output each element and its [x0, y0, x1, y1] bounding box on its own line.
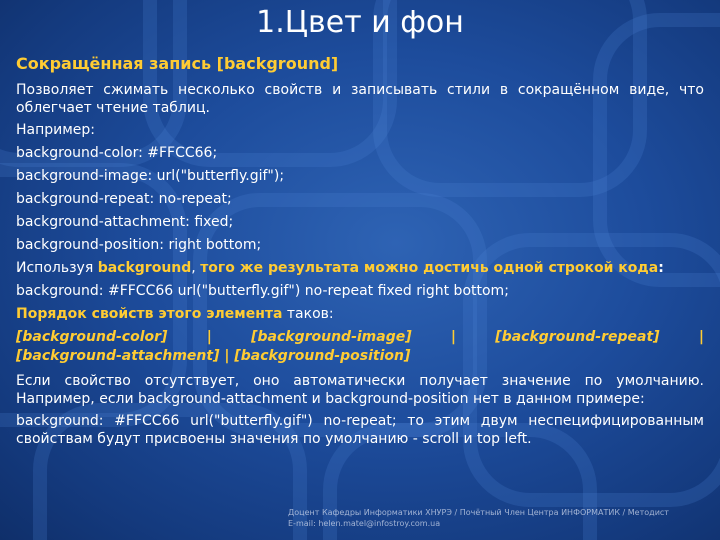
intro-paragraph: Позволяет сжимать несколько свойств и записывать стили в сокращённом виде, что облегчает чтение таблиц.	[16, 82, 704, 116]
syntax-token: [background-image]	[251, 329, 412, 345]
slide-title: 1.Цвет и фон	[256, 5, 464, 40]
example-line: background-color: #FFCC66;	[16, 145, 218, 161]
footer-line: Доцент Кафедры Информатики ХНУРЭ / Почётный Член Центра ИНФОРМАТИК / Методист	[288, 508, 669, 517]
order-bold: Порядок свойств этого элемента	[16, 306, 283, 322]
syntax-separator: |	[698, 329, 704, 345]
example-label: Например:	[16, 122, 96, 138]
using-comma: ,	[191, 260, 201, 276]
example-line: background-position: right bottom;	[16, 237, 262, 253]
footer-credits	[288, 507, 708, 529]
using-colon: :	[658, 260, 664, 276]
using-keyword: background	[97, 260, 192, 276]
syntax-separator: |	[450, 329, 457, 345]
footer-email: E-mail: helen.matel@infostroy.com.ua	[288, 519, 441, 528]
syntax-row	[16, 328, 704, 347]
shorthand-line: background: #FFCC66 url("butterfly.gif") no-repeat fixed right bottom;	[16, 283, 509, 299]
final-paragraph: background: #FFCC66 url("butterfly.gif") no-repeat; то этим двум неспецифицированным свойствам будут присвоены значения по умолчанию - scroll и top left.	[16, 413, 704, 447]
order-sentence	[16, 305, 704, 324]
example-line: background-attachment: fixed;	[16, 214, 234, 230]
using-prefix: Используя	[16, 260, 98, 276]
syntax-separator: |	[206, 329, 212, 345]
slide-content	[16, 54, 704, 452]
example-line: background-repeat: no-repeat;	[16, 191, 232, 207]
order-rest: таков:	[282, 306, 334, 322]
note-paragraph: Если свойство отсутствует, оно автоматически получает значение по умолчанию. Например, если background-attachment и background-position нет в данном примере:	[16, 373, 704, 407]
example-line: background-image: url("butterfly.gif");	[16, 168, 285, 184]
using-sentence	[16, 259, 704, 278]
syntax-token: [background-color]	[16, 329, 168, 345]
using-rest: того же результата можно достичь одной строкой кода	[200, 260, 659, 276]
syntax-token: [background-repeat]	[495, 329, 660, 345]
syntax-row-continued: [background-attachment] | [background-position]	[16, 348, 411, 364]
section-heading: Сокращённая запись [background]	[16, 54, 339, 73]
